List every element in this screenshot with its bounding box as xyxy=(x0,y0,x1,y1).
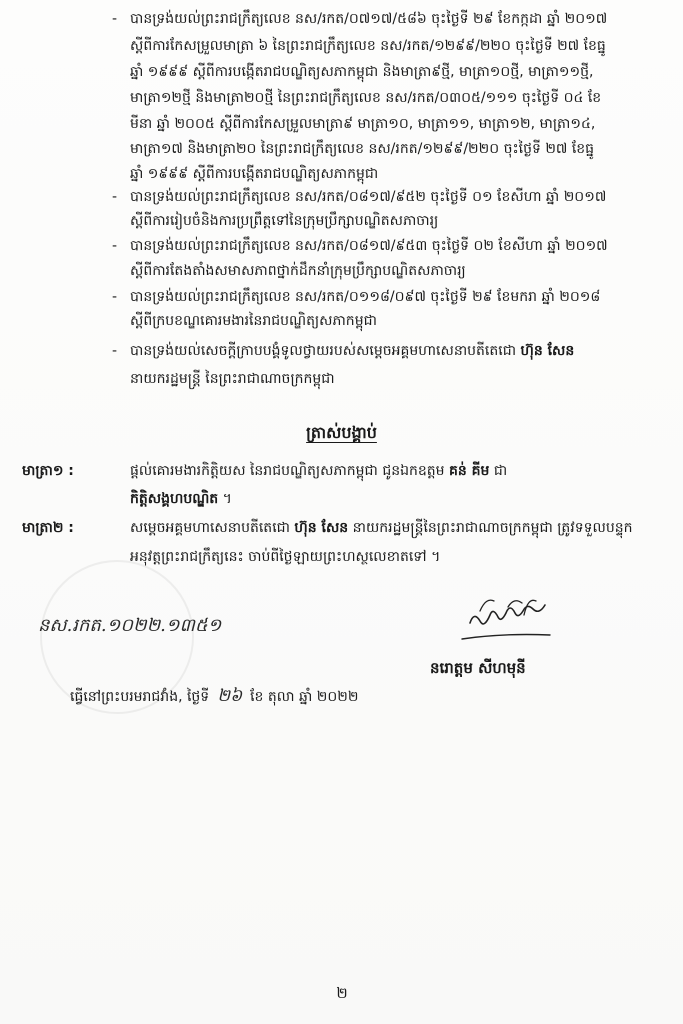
article-1-text-end: ជា xyxy=(489,463,508,479)
article-1-text: ផ្តល់គោរមងារកិត្តិយស នៃរាជបណ្ឌិត្យសភាកម្ពុជា ជូនឯកឧត្តម xyxy=(130,463,449,479)
handwritten-day: ២៦ xyxy=(217,686,243,706)
consideration-5-text: បានទ្រង់យល់សេចក្តីក្រាបបង្គំទូលថ្វាយរបស់សម្តេចអគ្គមហាសេនាបតីតេជោ xyxy=(130,343,521,359)
consideration-1-line-2: ស្តីពីការកែសម្រួលមាត្រា ៦ នៃព្រះរាជក្រឹត្យលេខ នស/រកត/១២៩៩/២២០ ចុះថ្ងៃទី ២៧ ខែធ្នូ xyxy=(130,38,606,54)
consideration-4-line-1: បានទ្រង់យល់ព្រះរាជក្រឹត្យលេខ នស/រកត/០១១៨/០៩៧ ចុះថ្ងៃទី ២៩ ខែមករា ឆ្នាំ ២០១៨ xyxy=(130,289,601,305)
article-2-text: សម្តេចអគ្គមហាសេនាបតីតេជោ xyxy=(130,520,295,536)
consideration-3-line-2: ស្តីពីការតែងតាំងសមាសភាពថ្នាក់ដឹកនាំក្រុមប្រឹក្សាបណ្ឌិតសភាចារ្យ xyxy=(130,263,466,279)
date-suffix: ខែ តុលា ឆ្នាំ ២០២២ xyxy=(250,689,359,705)
consideration-4-line-2: ស្តីពីក្របខណ្ឌគោរមងារនៃរាជបណ្ឌិត្យសភាកម្ពុជា xyxy=(130,313,377,329)
consideration-3-line-1: បានទ្រង់យល់ព្រះរាជក្រឹត្យលេខ នស/រកត/០៨១៧/៩៥៣ ចុះថ្ងៃទី ០២ ខែសីហា ឆ្នាំ ២០១៧ xyxy=(130,238,608,254)
article-1-line-1 xyxy=(130,460,662,482)
consideration-1-line-6: មាត្រា១៧ និងមាត្រា២០ នៃព្រះរាជក្រឹត្យលេខ នស/រកត/១២៩៩/២២០ ចុះថ្ងៃទី ២៧ ខែធ្នូ xyxy=(130,141,595,157)
bullet-dash: - xyxy=(112,289,118,305)
article-1-end-mark: ។ xyxy=(218,491,232,507)
article-2-label: មាត្រា២ : xyxy=(22,520,74,536)
handwritten-reference-number: នស.រកត.១០២២.១៣៥១ xyxy=(38,615,222,636)
bullet-dash: - xyxy=(112,238,118,254)
bullet-dash: - xyxy=(112,11,118,27)
article-2-line-2: អនុវត្តព្រះរាជក្រឹត្យនេះ ចាប់ពីថ្ងៃឡាយព្រះហស្ថលេខាតទៅ ។ xyxy=(130,549,441,565)
consideration-2-line-2: ស្តីពីការរៀបចំនិងការប្រព្រឹត្តទៅនៃក្រុមប្រឹក្សាបណ្ឌិតសភាចារ្យ xyxy=(130,213,439,229)
date-prefix: ធ្វើនៅព្រះបរមរាជវាំង, ថ្ងៃទី xyxy=(70,689,210,705)
article-2-text-end: នាយករដ្ឋមន្ត្រីនៃព្រះរាជាណាចក្រកម្ពុជា ត្រូវទទួលបន្ទុក xyxy=(348,520,633,536)
article-1-line-2 xyxy=(130,488,662,510)
consideration-1-line-7: ឆ្នាំ ១៩៩៩ ស្តីពីការបង្កើតរាជបណ្ឌិត្យសភាកម្ពុជា xyxy=(130,166,379,182)
consideration-1-line-3: ឆ្នាំ ១៩៩៩ ស្តីពីការបង្កើតរាជបណ្ឌិត្យសភាកម្ពុជា និងមាត្រា៩ថ្មី, មាត្រា១០ថ្មី, មាត្រា១១ថ្មី, xyxy=(130,64,594,80)
consideration-1-line-5: មីនា ឆ្នាំ ២០០៥ ស្តីពីការកែសម្រួលមាត្រា៩ មាត្រា១០, មាត្រា១១, មាត្រា១២, មាត្រា១៤, xyxy=(130,116,596,132)
consideration-5-line-1 xyxy=(130,340,662,362)
heading-text: ត្រាស់បង្គាប់ xyxy=(306,423,377,442)
recipient-name: គន់ គីម xyxy=(449,463,490,479)
article-2-line-1 xyxy=(130,517,662,539)
page-number: ២ xyxy=(336,984,348,1002)
consideration-2-line-1: បានទ្រង់យល់ព្រះរាជក្រឹត្យលេខ នស/រកត/០៨១៧/៩៥២ ចុះថ្ងៃទី ០១ ខែសីហា ឆ្នាំ ២០១៧ xyxy=(130,189,607,205)
bullet-dash: - xyxy=(112,189,118,205)
signatory-name: នរោត្តម សីហមុនី xyxy=(430,659,526,677)
prime-minister-name: ហ៊ុន សែន xyxy=(294,520,349,536)
bullet-dash: - xyxy=(112,343,118,359)
article-1-label: មាត្រា១ : xyxy=(22,463,74,479)
section-heading xyxy=(0,421,683,445)
signature xyxy=(450,585,560,655)
prime-minister-name: ហ៊ុន សែន xyxy=(520,343,575,359)
honorary-title: កិត្តិសង្គហបណ្ឌិត xyxy=(130,491,219,507)
consideration-1-line-4: មាត្រា១២ថ្មី និងមាត្រា២០ថ្មី នៃព្រះរាជក្រឹត្យលេខ នស/រកត/០៣០៥/១១១ ចុះថ្ងៃទី ០៤ ខែ xyxy=(130,90,602,106)
date-line xyxy=(70,684,630,708)
consideration-1-line-1: បានទ្រង់យល់ព្រះរាជក្រឹត្យលេខ នស/រកត/០៧១៧/៥៨៦ ចុះថ្ងៃទី ២៩ ខែកក្កដា ឆ្នាំ ២០១៧ xyxy=(130,11,608,27)
consideration-5-line-2: នាយករដ្ឋមន្ត្រី នៃព្រះរាជាណាចក្រកម្ពុជា xyxy=(130,371,335,387)
